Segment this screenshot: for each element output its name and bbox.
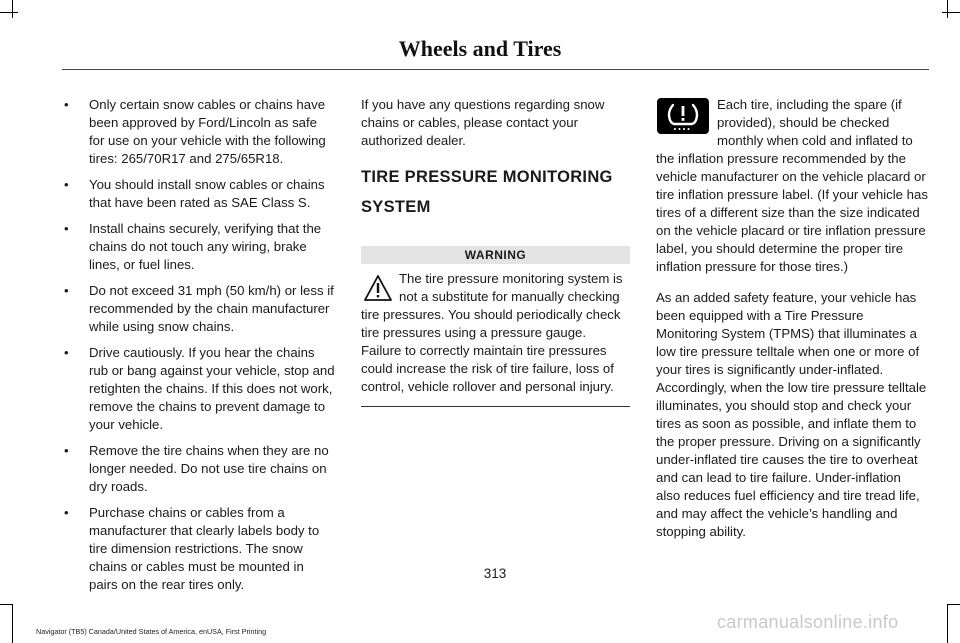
list-item: • You should install snow cables or chains that have been rated as SAE Class S. (64, 176, 336, 212)
watermark: carmanualsonline.info (717, 612, 899, 632)
warning-box (361, 270, 630, 407)
list-item: • Do not exceed 31 mph (50 km/h) or less if recommended by the chain manufacturer while using snow chains. (64, 282, 336, 336)
crop-mark-top-right-v (947, 0, 948, 18)
warning-label: WARNING (361, 246, 630, 264)
list-item: • Install chains securely, verifying that the chains do not touch any wiring, brake lines, or fuel lines. (64, 220, 336, 274)
tpms-telltale-icon (657, 98, 709, 134)
section-heading-line: TIRE PRESSURE MONITORING (361, 168, 613, 186)
warning-bottom-rule (361, 406, 630, 407)
warning-text: The tire pressure monitoring system is not a substitute for manually checking tire pressures. You should periodically check tire pressures using a pressure gauge. Failure to correctly maintain tire pressures could increase the risk of tire failure, loss of control, vehicle rollover and personal injury. (361, 271, 623, 394)
tire-check-paragraph: Each tire, including the spare (if provided), should be checked monthly when cold and inflated to the inflation pressure recommended by the vehicle manufacturer on the vehicle placard or tire inflation pressure label. (If your vehicle has tires of a different size than the size indicated on the vehicle placard or tire inflation pressure label, you should determine the proper tire inflation pressure for those tires.) (656, 97, 928, 274)
warning-triangle-icon (363, 274, 393, 302)
crop-mark-top-left-h (0, 12, 18, 13)
list-item: • Drive cautiously. If you hear the chains rub or bang against your vehicle, stop and retighten the chains. If this does not work, remove the chains to prevent damage to your vehicle. (64, 344, 336, 434)
crop-mark-bottom-right-v (947, 604, 948, 643)
crop-mark-top-left-v (12, 0, 13, 18)
crop-mark-top-right-h (942, 12, 960, 13)
left-column (64, 96, 336, 602)
page-header-title: Wheels and Tires (398, 36, 562, 61)
section-heading-line: SYSTEM (361, 198, 431, 216)
publication-footer: Navigator (TB5) Canada/United States of America, enUSA, First Printing (36, 627, 267, 636)
middle-column (361, 96, 630, 407)
snow-chain-bullet-list (64, 96, 336, 594)
header-rule (62, 69, 929, 70)
dealer-contact-paragraph: If you have any questions regarding snow chains or cables, please contact your authorized dealer. (361, 97, 605, 148)
crop-mark-bottom-right-h (947, 604, 960, 605)
section-heading (361, 162, 630, 222)
page-number: 313 (483, 566, 507, 581)
list-item: • Remove the tire chains when they are no longer needed. Do not use tire chains on dry roads. (64, 442, 336, 496)
tpms-feature-paragraph: As an added safety feature, your vehicle has been equipped with a Tire Pressure Monitoring System (TPMS) that illuminates a low tire pressure telltale when one or more of your tires is significantly under-inflated. Accordingly, when the low tire pressure telltale illuminates, you should stop and check your tires as soon as possible, and inflate them to the proper pressure. Driving on a significantly under-inflated tire causes the tire to overheat and can lead to tire failure. Under-inflation also reduces fuel efficiency and tire tread life, and may affect the vehicle’s handling and stopping ability. (656, 290, 927, 539)
crop-mark-bottom-left-h (0, 604, 13, 605)
list-item: • Only certain snow cables or chains have been approved by Ford/Lincoln as safe for use on your vehicle with the following tires: 265/70R17 and 275/65R18. (64, 96, 336, 168)
crop-mark-bottom-left-v (12, 604, 13, 643)
list-item: • Purchase chains or cables from a manufacturer that clearly labels body to tire dimension restrictions. The snow chains or cables must be mounted in pairs on the rear tires only. (64, 504, 336, 594)
right-column (656, 96, 928, 553)
